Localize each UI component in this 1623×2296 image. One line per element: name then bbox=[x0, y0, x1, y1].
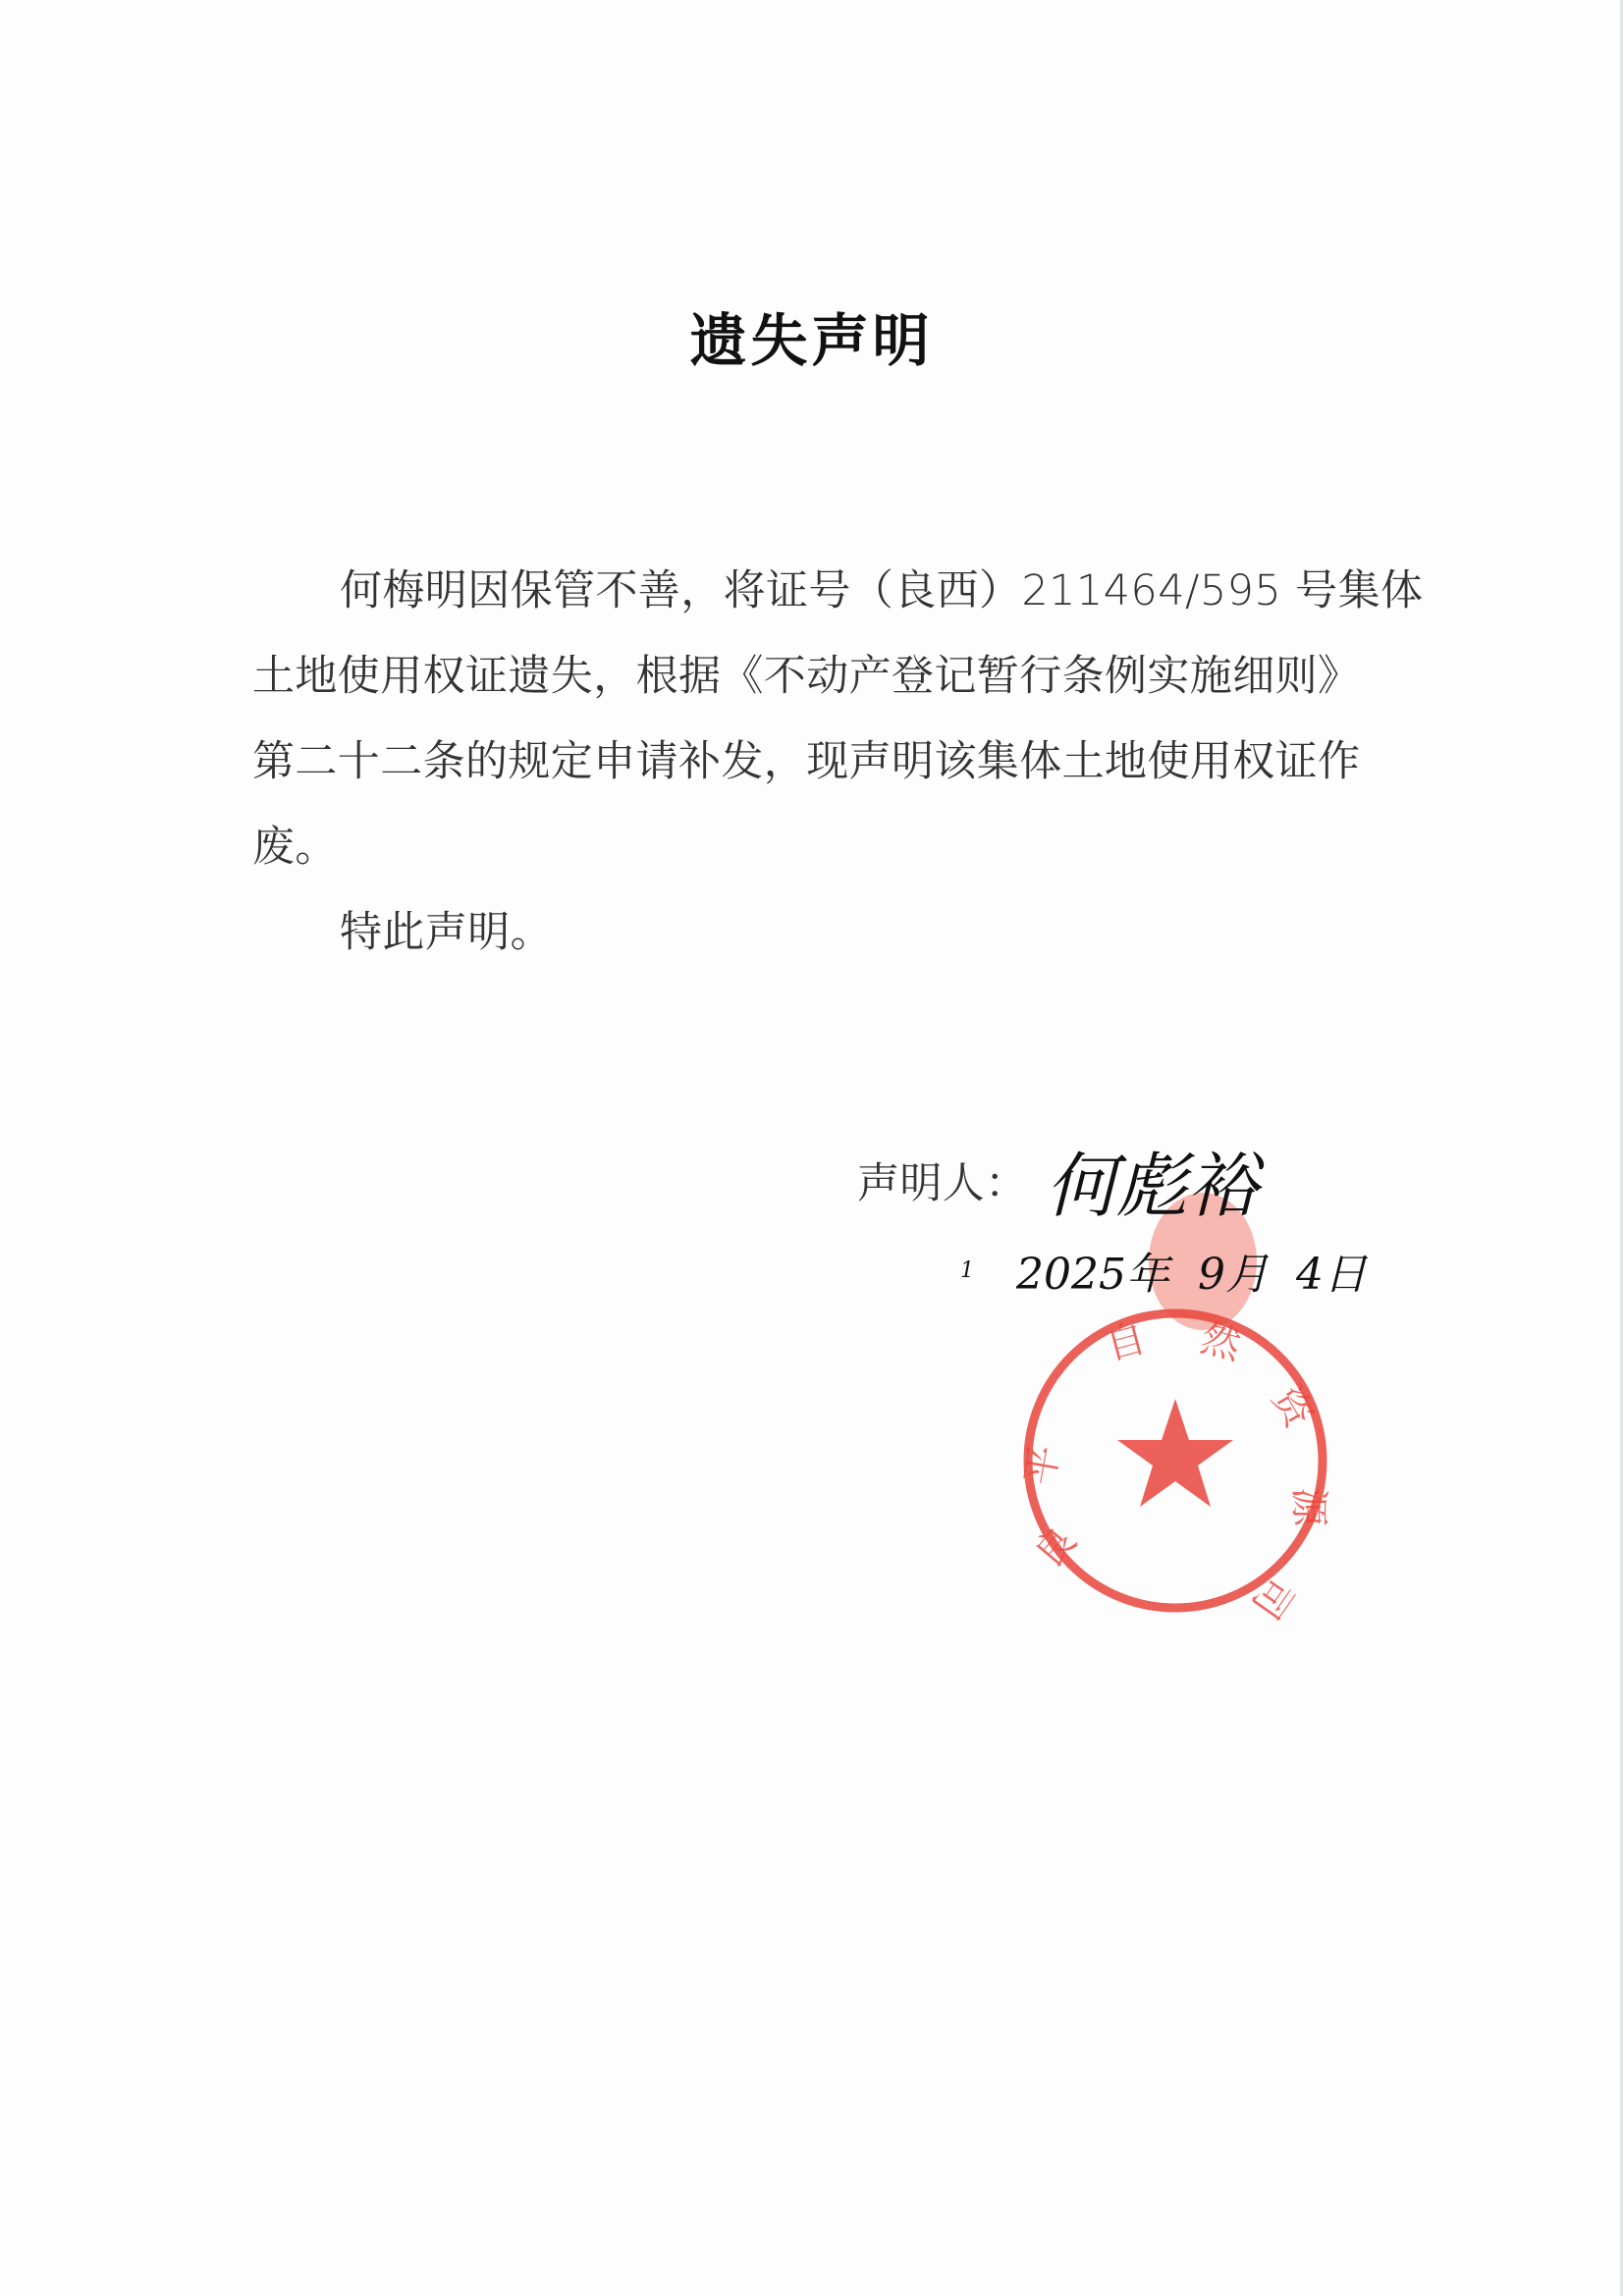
svg-text:资: 资 bbox=[1263, 1378, 1323, 1436]
date-year: 2025年 bbox=[1016, 1250, 1169, 1300]
handwritten-signature: 何彪裕 bbox=[1046, 1145, 1259, 1227]
svg-text:良: 良 bbox=[1025, 1518, 1086, 1577]
declarant-label: 声明人： bbox=[857, 1159, 1028, 1208]
body-line-3: 第二十二条的规定申请补发，现声明该集体土地使用权证作 bbox=[252, 737, 1361, 786]
body-line-4: 废。 bbox=[252, 823, 338, 872]
closing-text: 特此声明。 bbox=[340, 908, 553, 957]
date-day: 4日 bbox=[1296, 1250, 1367, 1300]
svg-text:源: 源 bbox=[1286, 1487, 1331, 1526]
svg-text:司: 司 bbox=[1242, 1568, 1302, 1628]
body-line-1: 何梅明因保管不善，将证号（良西）211464/595 号集体 bbox=[340, 566, 1424, 615]
document-title: 遗失声明 bbox=[689, 307, 934, 374]
body-line-2: 土地使用权证遗失，根据《不动产登记暂行条例实施细则》 bbox=[252, 652, 1361, 701]
handwritten-mark: 1 bbox=[960, 1258, 974, 1283]
date-month: 9月 bbox=[1198, 1250, 1269, 1300]
star-icon bbox=[1117, 1399, 1233, 1507]
svg-text:平: 平 bbox=[1017, 1442, 1069, 1489]
svg-text:自: 自 bbox=[1101, 1315, 1151, 1369]
svg-text:然: 然 bbox=[1196, 1315, 1246, 1369]
